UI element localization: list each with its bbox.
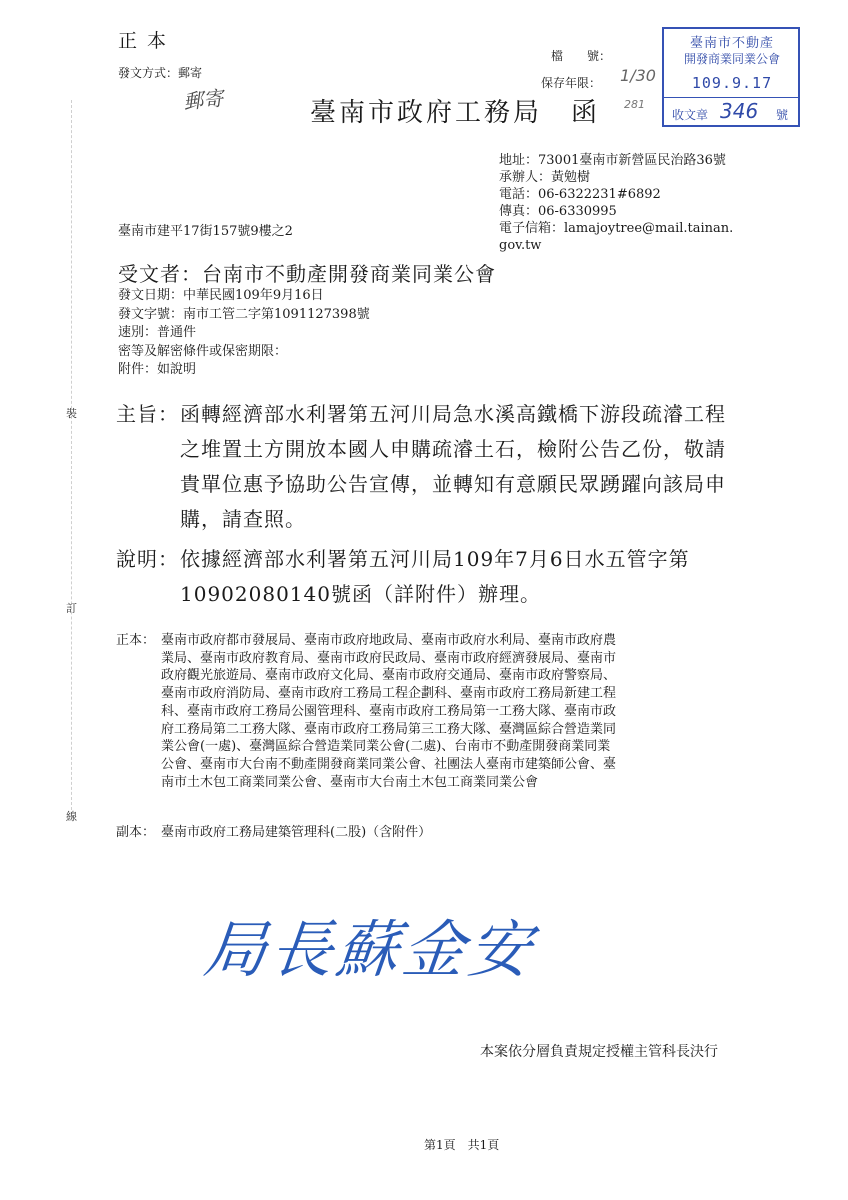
original-recipients-line: 公會、臺南市大台南不動產開發商業同業公會、社團法人臺南市建築師公會、臺	[161, 756, 617, 772]
binding-mark-zhuang: 裝	[66, 407, 77, 420]
contact-phone: 電話：06-6322231#6892	[499, 187, 661, 202]
binding-guide-line	[71, 100, 72, 820]
handwritten-annotation: 郵寄	[182, 85, 225, 115]
subject-line: 貴單位惠予協助公告宣傳，並轉知有意願民眾踴躍向該局申	[180, 472, 726, 496]
recipient-address: 臺南市建平17街157號9樓之2	[118, 224, 293, 239]
director-signature-stamp: 局長蘇金安	[200, 913, 539, 986]
contact-handler: 承辦人：黃勉樹	[499, 170, 591, 185]
receipt-stamp	[662, 27, 800, 127]
original-recipients-line: 臺南市政府消防局、臺南市政府工務局工程企劃科、臺南市政府工務局新建工程	[161, 686, 617, 702]
retention-handwritten: 1/30	[620, 66, 656, 85]
binding-mark-xian: 線	[66, 810, 77, 823]
original-recipients-line: 科、臺南市政府工務局公園管理科、臺南市政府工務局第一工務大隊、臺南市政	[161, 703, 617, 719]
document-title: 臺南市政府工務局 函	[310, 98, 601, 128]
original-recipients-line: 臺南市政府都市發展局、臺南市政府地政局、臺南市政府水利局、臺南市政府農	[161, 633, 617, 648]
stamp-receive-label: 收文章	[672, 108, 709, 122]
stamp-org-line2: 開發商業同業公會	[683, 52, 780, 66]
copy-type-label: 正本	[118, 30, 177, 52]
attachment-note: 附件：如說明	[118, 362, 197, 377]
contact-fax: 傳真：06-6330995	[499, 204, 617, 219]
stamp-date: 109.9.17	[691, 74, 773, 92]
explanation-text	[180, 542, 690, 612]
original-recipients-list	[161, 632, 616, 791]
copy-recipients-list: 臺南市政府工務局建築管理科(二股)（含附件）	[161, 825, 432, 840]
subject-line: 函轉經濟部水利署第五河川局急水溪高鐵橋下游段疏濬工程	[180, 402, 726, 426]
file-number-label: 檔 號：	[551, 49, 612, 63]
subject-line: 購，請查照。	[180, 507, 306, 531]
stamp-org-line1: 臺南市不動產	[689, 36, 774, 51]
binding-mark-ding: 訂	[66, 602, 77, 615]
subject-text	[180, 397, 726, 537]
original-recipients-line: 業公會(一處)、臺灣區綜合營造業同業公會(二處)、台南市不動產開發商業同業	[161, 739, 611, 755]
stamp-receive-number: 346	[720, 99, 759, 123]
page-number: 第1頁 共1頁	[424, 1138, 500, 1152]
speed-class: 速別：普通件	[118, 325, 197, 340]
document-meta	[118, 287, 370, 380]
explanation-line: 依據經濟部水利署第五河川局109年7月6日水五管字第	[180, 547, 690, 571]
retention-handwritten-note: 281	[624, 98, 645, 111]
contact-block	[499, 152, 799, 254]
send-method: 發文方式：郵寄	[118, 66, 203, 80]
stamp-divider	[664, 97, 798, 98]
explanation-label: 說明：	[116, 547, 179, 571]
delegation-note: 本案依分層負責規定授權主管科長決行	[480, 1044, 718, 1060]
subject-label: 主旨：	[116, 402, 179, 426]
issue-number: 發文字號：南市工管二字第1091127398號	[118, 306, 370, 322]
original-recipients-label: 正本：	[116, 633, 156, 648]
subject-line: 之堆置土方開放本國人申購疏濬土石，檢附公告乙份，敬請	[180, 437, 726, 461]
retention-period-label: 保存年限：	[541, 76, 602, 90]
secrecy-level: 密等及解密條件或保密期限：	[118, 343, 288, 359]
copy-recipients-label: 副本：	[116, 825, 156, 840]
original-recipients-line: 政府觀光旅遊局、臺南市政府文化局、臺南市政府交通局、臺南市政府警察局、	[161, 668, 617, 684]
original-recipients-line: 業局、臺南市政府教育局、臺南市政府民政局、臺南市政府經濟發展局、臺南市	[161, 650, 617, 666]
explanation-line: 10902080140號函（詳附件）辦理。	[180, 582, 541, 606]
contact-email-line2: gov.tw	[499, 238, 542, 253]
issue-date: 發文日期：中華民國109年9月16日	[118, 288, 324, 303]
recipient-line: 受文者：台南市不動產開發商業同業公會	[118, 262, 496, 286]
stamp-number-suffix: 號	[776, 108, 789, 122]
contact-email-line1: 電子信箱：lamajoytree@mail.tainan.	[499, 221, 734, 236]
original-recipients-line: 南市土木包工商業同業公會、臺南市大台南土木包工商業同業公會	[161, 774, 539, 790]
original-recipients-line: 府工務局第二工務大隊、臺南市政府工務局第三工務大隊、臺灣區綜合營造業同	[161, 721, 617, 737]
contact-address: 地址：73001臺南市新營區民治路36號	[499, 153, 726, 168]
